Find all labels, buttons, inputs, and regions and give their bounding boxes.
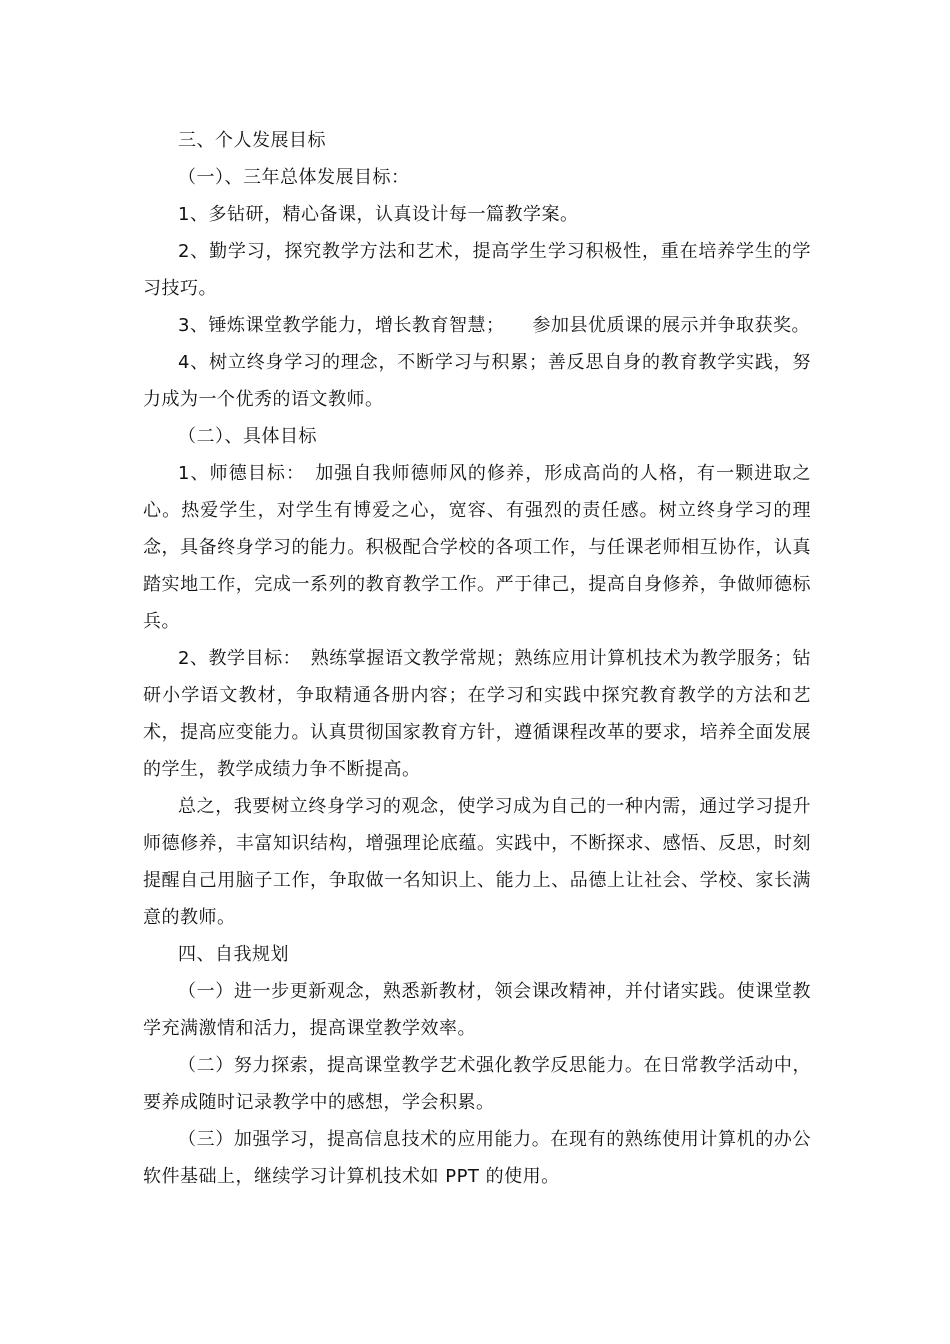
paragraph-teaching-goal: 2、教学目标： 熟练掌握语文教学常规；熟练应用计算机技术为教学服务；钻研小学语文教材，争取精通各册内容；在学习和实践中探究教育教学的方法和艺术，提高应变能力。认真贯彻国家教育方针，遵循课程改革的要求，培养全面发展的学生，教学成绩力争不断提高。: [143, 648, 811, 780]
paragraph-plan-3: （三）加强学习，提高信息技术的应用能力。在现有的熟练使用计算机的办公软件基础上，继续学习计算机技术如 PPT 的使用。: [143, 1129, 811, 1187]
subheading-specific-goals: （二）、具体目标: [178, 426, 317, 447]
paragraph-plan-1: （一）进一步更新观念，熟悉新教材，领会课改精神，并付诸实践。使课堂教学充满激情和活力，提高课堂教学效率。: [143, 981, 811, 1039]
paragraph-summary: 总之，我要树立终身学习的观念，使学习成为自己的一种内需，通过学习提升师德修养，丰富知识结构，增强理论底蕴。实践中，不断探求、感悟、反思，时刻提醒自己用脑子工作，争取做一名知识上、能力上、品德上让社会、学校、家长满意的教师。: [143, 796, 811, 928]
paragraph-goal-2: 2、勤学习，探究教学方法和艺术，提高学生学习积极性，重在培养学生的学习技巧。: [143, 241, 811, 299]
paragraph-goal-1: 1、多钻研，精心备课，认真设计每一篇教学案。: [178, 204, 579, 225]
section-heading-personal-goals: 三、个人发展目标: [178, 130, 326, 151]
section-heading-self-planning: 四、自我规划: [178, 944, 289, 965]
subheading-three-year-goals: （一）、三年总体发展目标：: [178, 167, 410, 188]
paragraph-goal-4: 4、树立终身学习的理念，不断学习与积累；善反思自身的教育教学实践，努力成为一个优秀的语文教师。: [143, 352, 811, 410]
paragraph-ethics-goal: 1、师德目标： 加强自我师德师风的修养，形成高尚的人格，有一颗进取之心。热爱学生，对学生有博爱之心，宽容、有强烈的责任感。树立终身学习的理念，具备终身学习的能力。积极配合学校的各项工作，与任课老师相互协作，认真踏实地工作，完成一系列的教育教学工作。严于律己，提高自身修养，争做师德标兵。: [143, 463, 811, 632]
document-body: [143, 122, 811, 1195]
paragraph-plan-2: （二）努力探索，提高课堂教学艺术强化教学反思能力。在日常教学活动中，要养成随时记录教学中的感想，学会积累。: [143, 1055, 811, 1113]
paragraph-goal-3: 3、锤炼课堂教学能力，增长教育智慧； 参加县优质课的展示并争取获奖。: [178, 315, 810, 336]
